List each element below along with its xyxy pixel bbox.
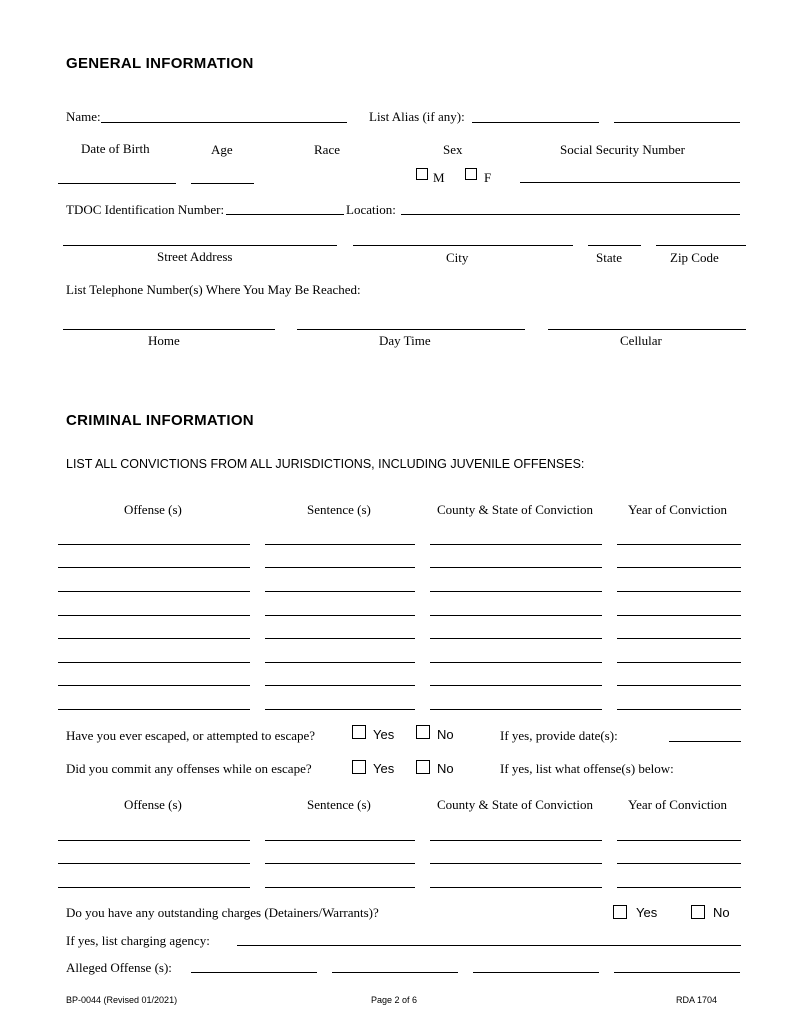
conviction-row-8-col-1-field[interactable] xyxy=(58,709,250,710)
conviction-row-2-col-2-field[interactable] xyxy=(265,567,415,568)
col2-county-state: County & State of Conviction xyxy=(437,797,593,812)
age-label: Age xyxy=(211,142,233,157)
conviction-row-3-col-2-field[interactable] xyxy=(265,591,415,592)
alias-field-2[interactable] xyxy=(614,122,740,123)
state-label: State xyxy=(596,250,622,265)
escape-offense-row-3-col-1-field[interactable] xyxy=(58,887,250,888)
home-phone-field[interactable] xyxy=(63,329,275,330)
offense-escape-followup: If yes, list what offense(s) below: xyxy=(500,761,674,776)
col-county-state: County & State of Conviction xyxy=(437,502,593,517)
daytime-phone-field[interactable] xyxy=(297,329,525,330)
ssn-field[interactable] xyxy=(520,182,740,183)
charges-question: Do you have any outstanding charges (Detainers/Warrants)? xyxy=(66,905,379,920)
escape-offense-row-2-col-3-field[interactable] xyxy=(430,863,602,864)
escape-yes-label: Yes xyxy=(373,727,395,742)
col2-year: Year of Conviction xyxy=(628,797,728,812)
street-field[interactable] xyxy=(63,245,337,246)
col2-offense: Offense (s) xyxy=(124,797,182,812)
zip-field[interactable] xyxy=(656,245,746,246)
cell-phone-field[interactable] xyxy=(548,329,746,330)
col-sentence: Sentence (s) xyxy=(307,502,371,517)
city-field[interactable] xyxy=(353,245,573,246)
conviction-row-6-col-3-field[interactable] xyxy=(430,662,602,663)
state-field[interactable] xyxy=(588,245,641,246)
alias-field-1[interactable] xyxy=(472,122,599,123)
sex-f-checkbox[interactable] xyxy=(465,168,477,180)
conviction-row-4-col-3-field[interactable] xyxy=(430,615,602,616)
offense-escape-question: Did you commit any offenses while on escape? xyxy=(66,761,312,776)
conviction-row-1-col-4-field[interactable] xyxy=(617,544,741,545)
criminal-information-heading: CRIMINAL INFORMATION xyxy=(66,412,254,429)
escape-offense-row-1-col-4-field[interactable] xyxy=(617,840,741,841)
col-offense: Offense (s) xyxy=(124,502,182,517)
dob-label: Date of Birth xyxy=(81,141,150,156)
conviction-row-2-col-4-field[interactable] xyxy=(617,567,741,568)
location-field[interactable] xyxy=(401,214,740,215)
conviction-row-7-col-4-field[interactable] xyxy=(617,685,741,686)
sex-label: Sex xyxy=(443,142,463,157)
sex-f-label: F xyxy=(484,170,492,185)
conviction-row-5-col-2-field[interactable] xyxy=(265,638,415,639)
alleged-offense-field-2[interactable] xyxy=(332,972,458,973)
zip-label: Zip Code xyxy=(670,250,719,265)
conviction-row-5-col-4-field[interactable] xyxy=(617,638,741,639)
escape-no-label: No xyxy=(437,727,454,742)
conviction-row-8-col-2-field[interactable] xyxy=(265,709,415,710)
conviction-row-1-col-2-field[interactable] xyxy=(265,544,415,545)
col-year: Year of Conviction xyxy=(628,502,728,517)
conviction-row-5-col-1-field[interactable] xyxy=(58,638,250,639)
name-field[interactable] xyxy=(101,122,347,123)
escape-offense-row-2-col-1-field[interactable] xyxy=(58,863,250,864)
conviction-row-4-col-1-field[interactable] xyxy=(58,615,250,616)
offense-escape-yes-checkbox[interactable] xyxy=(352,760,366,774)
agency-label: If yes, list charging agency: xyxy=(66,933,210,948)
alleged-offense-label: Alleged Offense (s): xyxy=(66,960,172,975)
escape-offense-row-2-col-4-field[interactable] xyxy=(617,863,741,864)
conviction-row-6-col-2-field[interactable] xyxy=(265,662,415,663)
escape-date-field[interactable] xyxy=(669,741,741,742)
conviction-row-7-col-1-field[interactable] xyxy=(58,685,250,686)
sex-m-label: M xyxy=(433,170,445,185)
conviction-row-6-col-1-field[interactable] xyxy=(58,662,250,663)
escape-no-checkbox[interactable] xyxy=(416,725,430,739)
race-label: Race xyxy=(314,142,340,157)
escape-question: Have you ever escaped, or attempted to escape? xyxy=(66,728,316,743)
escape-followup-label: If yes, provide date(s): xyxy=(500,728,618,743)
city-label: City xyxy=(446,250,469,265)
daytime-label: Day Time xyxy=(379,333,431,348)
escape-yes-checkbox[interactable] xyxy=(352,725,366,739)
alleged-offense-field-4[interactable] xyxy=(614,972,740,973)
tdoc-field[interactable] xyxy=(226,214,344,215)
escape-offense-row-2-col-2-field[interactable] xyxy=(265,863,415,864)
alleged-offense-field-3[interactable] xyxy=(473,972,599,973)
footer-page-number: Page 2 of 6 xyxy=(371,995,418,1005)
general-information-heading: GENERAL INFORMATION xyxy=(66,55,254,72)
conviction-row-3-col-4-field[interactable] xyxy=(617,591,741,592)
cellular-label: Cellular xyxy=(620,333,662,348)
offense-escape-yes-label: Yes xyxy=(373,761,395,776)
conviction-row-8-col-4-field[interactable] xyxy=(617,709,741,710)
conviction-row-2-col-1-field[interactable] xyxy=(58,567,250,568)
escape-offense-row-1-col-1-field[interactable] xyxy=(58,840,250,841)
conviction-row-5-col-3-field[interactable] xyxy=(430,638,602,639)
location-label: Location: xyxy=(346,202,396,217)
tdoc-label: TDOC Identification Number: xyxy=(66,202,225,217)
home-label: Home xyxy=(148,333,180,348)
footer-rda: RDA 1704 xyxy=(676,995,718,1005)
charges-no-checkbox[interactable] xyxy=(691,905,705,919)
conviction-row-8-col-3-field[interactable] xyxy=(430,709,602,710)
conviction-row-7-col-3-field[interactable] xyxy=(430,685,602,686)
sex-m-checkbox[interactable] xyxy=(416,168,428,180)
street-label: Street Address xyxy=(157,249,233,264)
conviction-row-4-col-2-field[interactable] xyxy=(265,615,415,616)
footer-form-id: BP-0044 (Revised 01/2021) xyxy=(66,995,178,1005)
conviction-row-6-col-4-field[interactable] xyxy=(617,662,741,663)
escape-offense-row-1-col-2-field[interactable] xyxy=(265,840,415,841)
charges-yes-label: Yes xyxy=(636,905,658,920)
dob-field[interactable] xyxy=(58,183,176,184)
escape-offense-row-3-col-3-field[interactable] xyxy=(430,887,602,888)
offense-escape-no-checkbox[interactable] xyxy=(416,760,430,774)
conviction-row-3-col-1-field[interactable] xyxy=(58,591,250,592)
name-label: Name: xyxy=(66,109,101,124)
ssn-label: Social Security Number xyxy=(560,142,685,157)
conviction-row-7-col-2-field[interactable] xyxy=(265,685,415,686)
charges-yes-checkbox[interactable] xyxy=(613,905,627,919)
convictions-instructions: LIST ALL CONVICTIONS FROM ALL JURISDICTIONS, INCLUDING JUVENILE OFFENSES: xyxy=(66,457,585,471)
phone-label: List Telephone Number(s) Where You May Be Reached: xyxy=(66,282,361,297)
conviction-row-1-col-3-field[interactable] xyxy=(430,544,602,545)
offense-escape-no-label: No xyxy=(437,761,454,776)
escape-offense-row-3-col-2-field[interactable] xyxy=(265,887,415,888)
charges-no-label: No xyxy=(713,905,730,920)
conviction-row-2-col-3-field[interactable] xyxy=(430,567,602,568)
alleged-offense-field-1[interactable] xyxy=(191,972,317,973)
escape-offense-row-1-col-3-field[interactable] xyxy=(430,840,602,841)
age-field[interactable] xyxy=(191,183,254,184)
alias-label: List Alias (if any): xyxy=(369,109,465,124)
conviction-row-4-col-4-field[interactable] xyxy=(617,615,741,616)
agency-field[interactable] xyxy=(237,945,741,946)
col2-sentence: Sentence (s) xyxy=(307,797,371,812)
conviction-row-3-col-3-field[interactable] xyxy=(430,591,602,592)
escape-offense-row-3-col-4-field[interactable] xyxy=(617,887,741,888)
conviction-row-1-col-1-field[interactable] xyxy=(58,544,250,545)
